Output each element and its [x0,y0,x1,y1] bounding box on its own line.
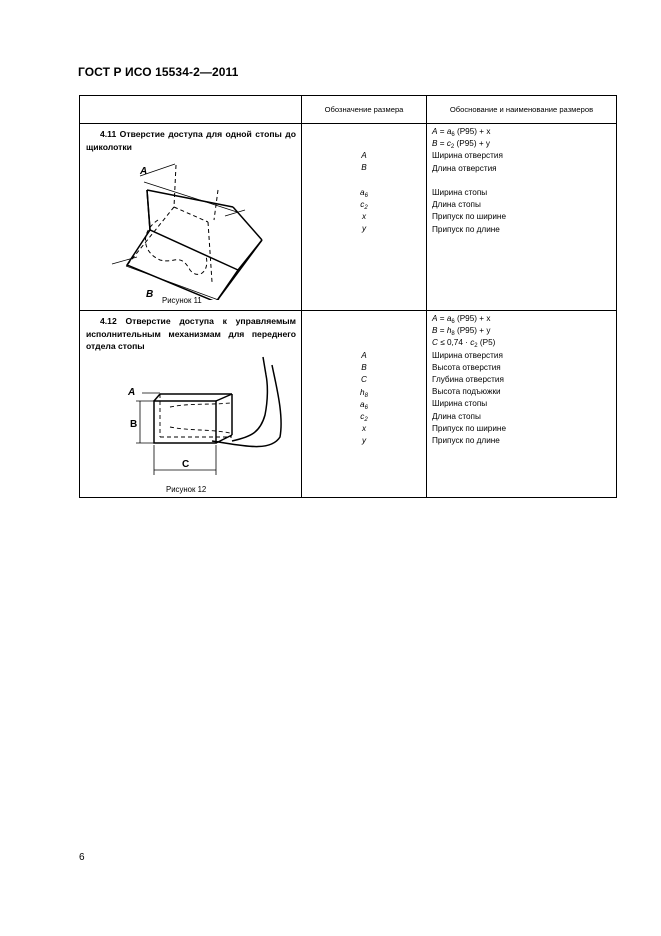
clause-number: 4.11 [100,129,117,139]
header-cell-basis: Обоснование и наименование размеров [427,96,617,124]
symbol-list [302,311,426,448]
dimension-name: Ширина отверстия [432,151,503,161]
clause-title [80,124,301,153]
fig11-front-face [127,230,238,300]
figure-caption: Рисунок 12 [166,485,207,494]
document-header: ГОСТ Р ИСО 15534-2—2011 [78,65,239,79]
table-row [80,311,617,498]
dimension-name [432,175,616,187]
formula-list [427,124,616,150]
dimension-name: Припуск по длине [432,435,500,445]
fig12-label-b: B [130,419,138,430]
formula-line: $A = a_6$ (P95) + x [432,314,491,325]
dimension-name: Ширина стопы [432,187,488,197]
symbol-item: y [361,436,367,446]
dimensions-table [79,95,617,498]
symbol-cell [302,311,427,498]
table-row [80,124,617,311]
header-cell-empty [80,96,302,124]
symbol-item: $h_8$ [360,387,368,399]
symbol-item: B [361,363,367,373]
symbol-item: A [361,351,367,360]
fig12-label-a: A [128,387,136,398]
basis-cell [427,124,617,311]
symbol-cell [302,124,427,311]
symbol-item: C [361,375,367,385]
page-number: 6 [79,852,85,863]
description-cell [80,311,302,498]
symbol-item: $c_2$ [360,411,368,423]
symbol-item: x [361,424,367,434]
dimension-name: Длина отверстия [432,163,497,173]
dimension-name: Высота подъюжки [432,387,501,397]
dimension-names [427,150,616,235]
symbol-item: B [361,163,367,173]
dimension-name: Ширина отверстия [432,350,503,360]
dimension-name: Припуск по ширине [432,212,507,222]
dimension-names [427,350,616,448]
fig12-label-c: C [182,459,190,470]
symbol-item: A [361,151,367,160]
figure-12-drawing [80,355,302,475]
figure-11-drawing [80,152,302,300]
dimension-name: Высота отверстия [432,362,501,372]
symbol-item: y [361,224,367,234]
dimension-name: Ширина стопы [432,399,488,409]
description-cell [80,124,302,311]
header-cell-symbol: Обозначение размера [302,96,427,124]
figure-caption: Рисунок 11 [162,296,202,305]
dimension-name: Длина стопы [432,200,481,210]
dimension-name: Длина стопы [432,411,481,421]
clause-title [80,311,301,353]
symbol-item: $c_2$ [360,199,368,211]
fig11-label-a: A [140,166,148,177]
dimension-name: Припуск по ширине [432,423,507,433]
formula-line: $B = h_8$ (P95) + y [432,326,491,338]
dimension-name: Припуск по длине [432,224,500,234]
formula-list [427,311,616,350]
table-header-row [80,96,617,124]
formula-line: $B = c_2$ (P95) + y [432,139,490,151]
basis-cell [427,311,617,498]
formula-line: $A = a_6$ (P95) + x [432,127,491,138]
symbol-item: $a_6$ [360,399,368,411]
symbol-item [302,174,426,186]
clause-text: Отверстие доступа к управляемым исполнительным механизмам для переднего отдела стопы [86,316,296,351]
dimension-name: Глубина отверстия [432,374,504,384]
symbol-item: $a_6$ [360,187,368,199]
clause-text: Отверстие доступа для одной стопы до щиколотки [86,129,296,152]
symbol-list [302,124,426,235]
fig11-label-b: B [146,289,154,300]
formula-line: $C \le 0,74 \cdot c_2$ (P5) [432,338,496,350]
clause-number: 4.12 [100,316,117,326]
symbol-item: x [361,211,367,221]
